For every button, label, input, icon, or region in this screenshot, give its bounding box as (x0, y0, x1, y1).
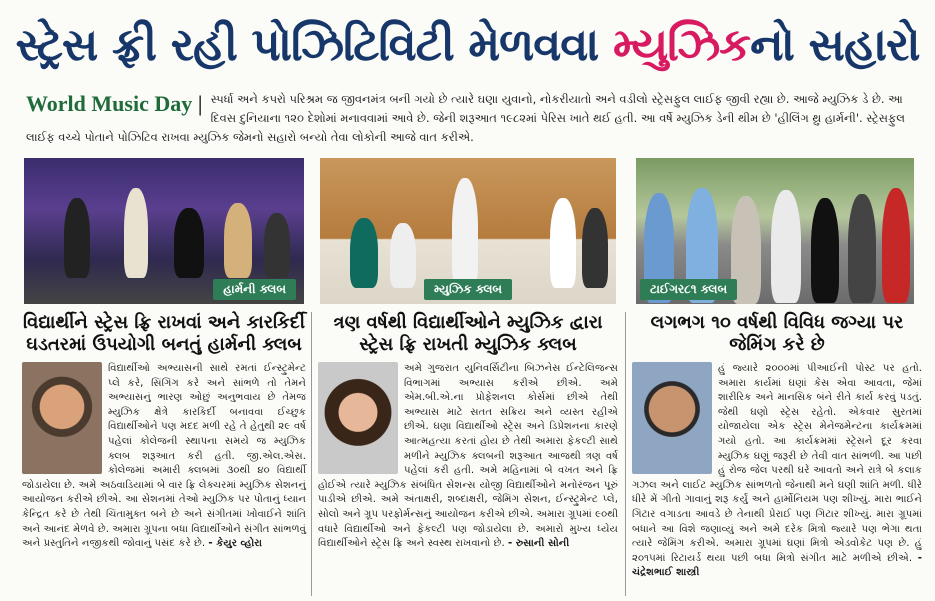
article-harmony-club (22, 312, 306, 552)
article-jamming (632, 312, 922, 581)
author-signature: - રુસાની સોની (507, 538, 570, 550)
headline-part2: નો સહારો (750, 18, 920, 71)
author-portrait (632, 362, 712, 474)
author-portrait (22, 362, 102, 474)
article-body: અમે ગુજરાત યુનિવર્સિટીના બિઝનેસ ઈન્ટેલિજન્સ વિભાગમાં અભ્યાસ કરીએ છીએ. અમે એમ.બી.એ.ના પ્રોફેશનલ કોર્સમાં છીએ તેથી અભ્યાસ માટે સતત સક્રિય અને વ્યસ્ત રહીએ છીએ. ઘણા વિદ્યાર્થીઓ સ્ટ્રેસ અને ડિપ્રેશનના કારણે આત્મહત્યા કરતાં હોય છે તેથી અમારા ફેકલ્ટી સાથે મળીને મ્યુઝિક ક્લબની શરૂઆત આજથી ત્રણ વર્ષ પહેલાં કરી હતી. અમે મહિનામાં બે વખત અને ફ્રિ હોઈએ ત્યારે મ્યુઝિક સંબંધિત સેશન્સ યોજી વિદ્યાર્થીઓને મનોરંજન પૂરું પાડીએ છીએ. અમે અંતાક્ષરી, શબ્દાક્ષરી, જેમિંગ સેશન, ઈન્સ્ટ્રુમેન્ટ પ્લે, સોલો અને ગ્રૂપ પરફોર્મન્સનું આયોજન કરીએ છીએ. અમારા ગ્રૂપમાં ૯૦થી વધારે વિદ્યાર્થીઓ અને ફેકલ્ટી પણ જોડાયેલા છે. અમારો મુખ્ય ધ્યેય વિદ્યાર્થીઓને સ્ટ્રેસ ફ્રિ અને સ્વસ્થ રાખવાનો છે. - રુસાની સોની (318, 363, 618, 550)
author-signature: - ચંદ્રેશભાઈ શાસ્ત્રી (632, 552, 922, 579)
article-body: વિદ્યાર્થીઓ અભ્યાસની સાથે રમતાં ઈન્સ્ટ્રુમેન્ટ પ્લે કરે, સિંગિંગ કરે અને સાંભળે તો તેમને અભ્યાસનું ભારણ ઓછું અનુભવાય છે તેમજ મ્યુઝિક ક્ષેત્રે કારકિર્દી બનાવવા ઈચ્છુક વિદ્યાર્થીઓને પણ મદદ મળી રહે તે હેતુથી ૨૯ વર્ષ પહેલાં કોલેજની સ્થાપના સમયે જ મ્યુઝિક ક્લબ શરૂઆત કરી હતી. જી.એલ.એસ. કોલેજમાં અમારી ક્લબમાં ૩૦થી ૪૦ વિદ્યાર્થી જોડાયેલા છે. અમે અઠવાડિયામાં બે વાર ફ્રિ લેક્ચરમાં મ્યુઝિક સેશનનું આયોજન કરીએ છીએ. આ સેશનમાં તેઓ મ્યુઝિક પર પોતાનું ધ્યાન કેન્દ્રિત કરે છે તેથી ચિંતામુક્ત બને છે અને સંગીતમાં ખોવાઈને શાંતિ અને આનંદ મેળવે છે. અમારા ગ્રૂપના બધા વિદ્યાર્થીઓને સંગીત સાંભળવું અને પ્રસ્તુતિને નજીકથી જોવાનું પસંદ કરે છે. - કેયુર વ્હોરા (22, 363, 306, 550)
photo-caption: મ્યુઝિક ક્લબ (424, 279, 512, 300)
intro-text: સ્પર્ધા અને કપરો પરિશ્રમ જ જીવનમંત્ર બની ગયો છે ત્યારે ઘણા યુવાનો, નોકરીયાતો અને વડીલો સ્ટ્રેસફુલ લાઈફ જીવી રહ્યા છે. આજે મ્યુઝિક ડે છે. આ દિવસ દુનિયાના ૧૨૦ દેશોમાં મનાવવામાં આવે છે. જેની શરૂઆત ૧૯૮૨માં પેરિસ ખાતે થઈ હતી. આ વર્ષે મ્યુઝિક ડેની થીમ છે 'હીલિંગ થ્રુ હાર્મની'. સ્ટ્રેસફુલ લાઈફ વચ્ચે પોતાને પોઝિટિવ રાખવા મ્યુઝિક જેમનો સહારો બન્યો તેવા લોકોની આજે વાત કરીએ. (26, 92, 905, 144)
photo-harmony-club (24, 158, 304, 304)
column-divider (311, 312, 312, 596)
photo-caption: હાર્મની ક્લબ (213, 279, 296, 300)
article-title: લગભગ ૧૦ વર્ષથી વિવિધ જગ્યા પર જેમિંગ કરે છે (650, 312, 904, 355)
photo-tiger81-club (636, 158, 914, 304)
world-music-day-tag: World Music Day | (26, 91, 203, 116)
headline-part1: સ્ટ્રેસ ફ્રી રહી પોઝિટિવિટી મેળવવા (15, 18, 613, 71)
photo-music-club (320, 158, 616, 304)
author-portrait (318, 362, 398, 474)
author-signature: - કેયુર વ્હોરા (208, 538, 263, 550)
headline-highlight: મ્યુઝિક (613, 18, 751, 71)
main-headline (8, 4, 927, 86)
article-body: હું જ્યારે ૨૦૦૦માં પીઆઈની પોસ્ટ પર હતો. અમારા કાર્યમાં ઘણાં કેસ એવા આવતા, જેમાં શારીરિક અને માનસિક બંને રીતે કાર્ય કરવું પડતું. જેથી ઘણો સ્ટ્રેસ રહેતો. એકવાર સુરતમાં યોજાયેલા એક સ્ટ્રેસ મેનેજમેન્ટના કાર્યક્રમમાં ગયો હતો. આ કાર્યક્રમમાં સ્ટ્રેસને દૂર કરવા મ્યુઝિક ઘણું જરૂરી છે તેવી વાત સાંભળી. આ પછી હું રોજ જેલ પરથી ઘરે આવતો અને રાત્રે બે કલાક ગઝલ અને લાઈટ મ્યુઝિક સાંભળતો જેનાથી મને ઘણી શાંતિ મળી. ધીરે ધીરે મેં ગીતો ગાવાનું શરૂ કર્યું અને હાર્મોનિયમ પણ શીખ્યું. મારા ભાઈને ગિટાર વગાડતા આવડે છે તેનાથી પ્રેરાઈ પણ ગિટાર શીખ્યું. મારા ગ્રૂપમાં બધાને આ વિશે જણાવ્યું અને અમે દરેક મિત્રો જ્યારે પણ ભેગા થતા ત્યારે જેમિંગ કરીએ. અમારા ગ્રૂપમાં ઘણાં મિત્રો એડવોકેટ પણ છે. હું ૨૦૧૫માં રિટાયર્ડ થયા પછી બધા મિત્રો સંગીત માટે મળીએ છીએ. - ચંદ્રેશભાઈ શાસ્ત્રી (632, 363, 922, 579)
article-music-club (318, 312, 618, 552)
article-title: ત્રણ વર્ષથી વિદ્યાર્થીઓને મ્યુઝિક દ્વારા સ્ટ્રેસ ફ્રિ રાખતી મ્યુઝિક ક્લબ (333, 312, 603, 355)
photo-caption: ટાઈગર૮૧ ક્લબ (640, 279, 737, 300)
article-title: વિદ્યાર્થીને સ્ટ્રેસ ફ્રિ રાખવાં અને કારકિર્દી ઘડતરમાં ઉપયોગી બનતું હાર્મની ક્લબ (23, 312, 305, 355)
intro-paragraph (26, 90, 916, 148)
column-divider (625, 312, 626, 596)
